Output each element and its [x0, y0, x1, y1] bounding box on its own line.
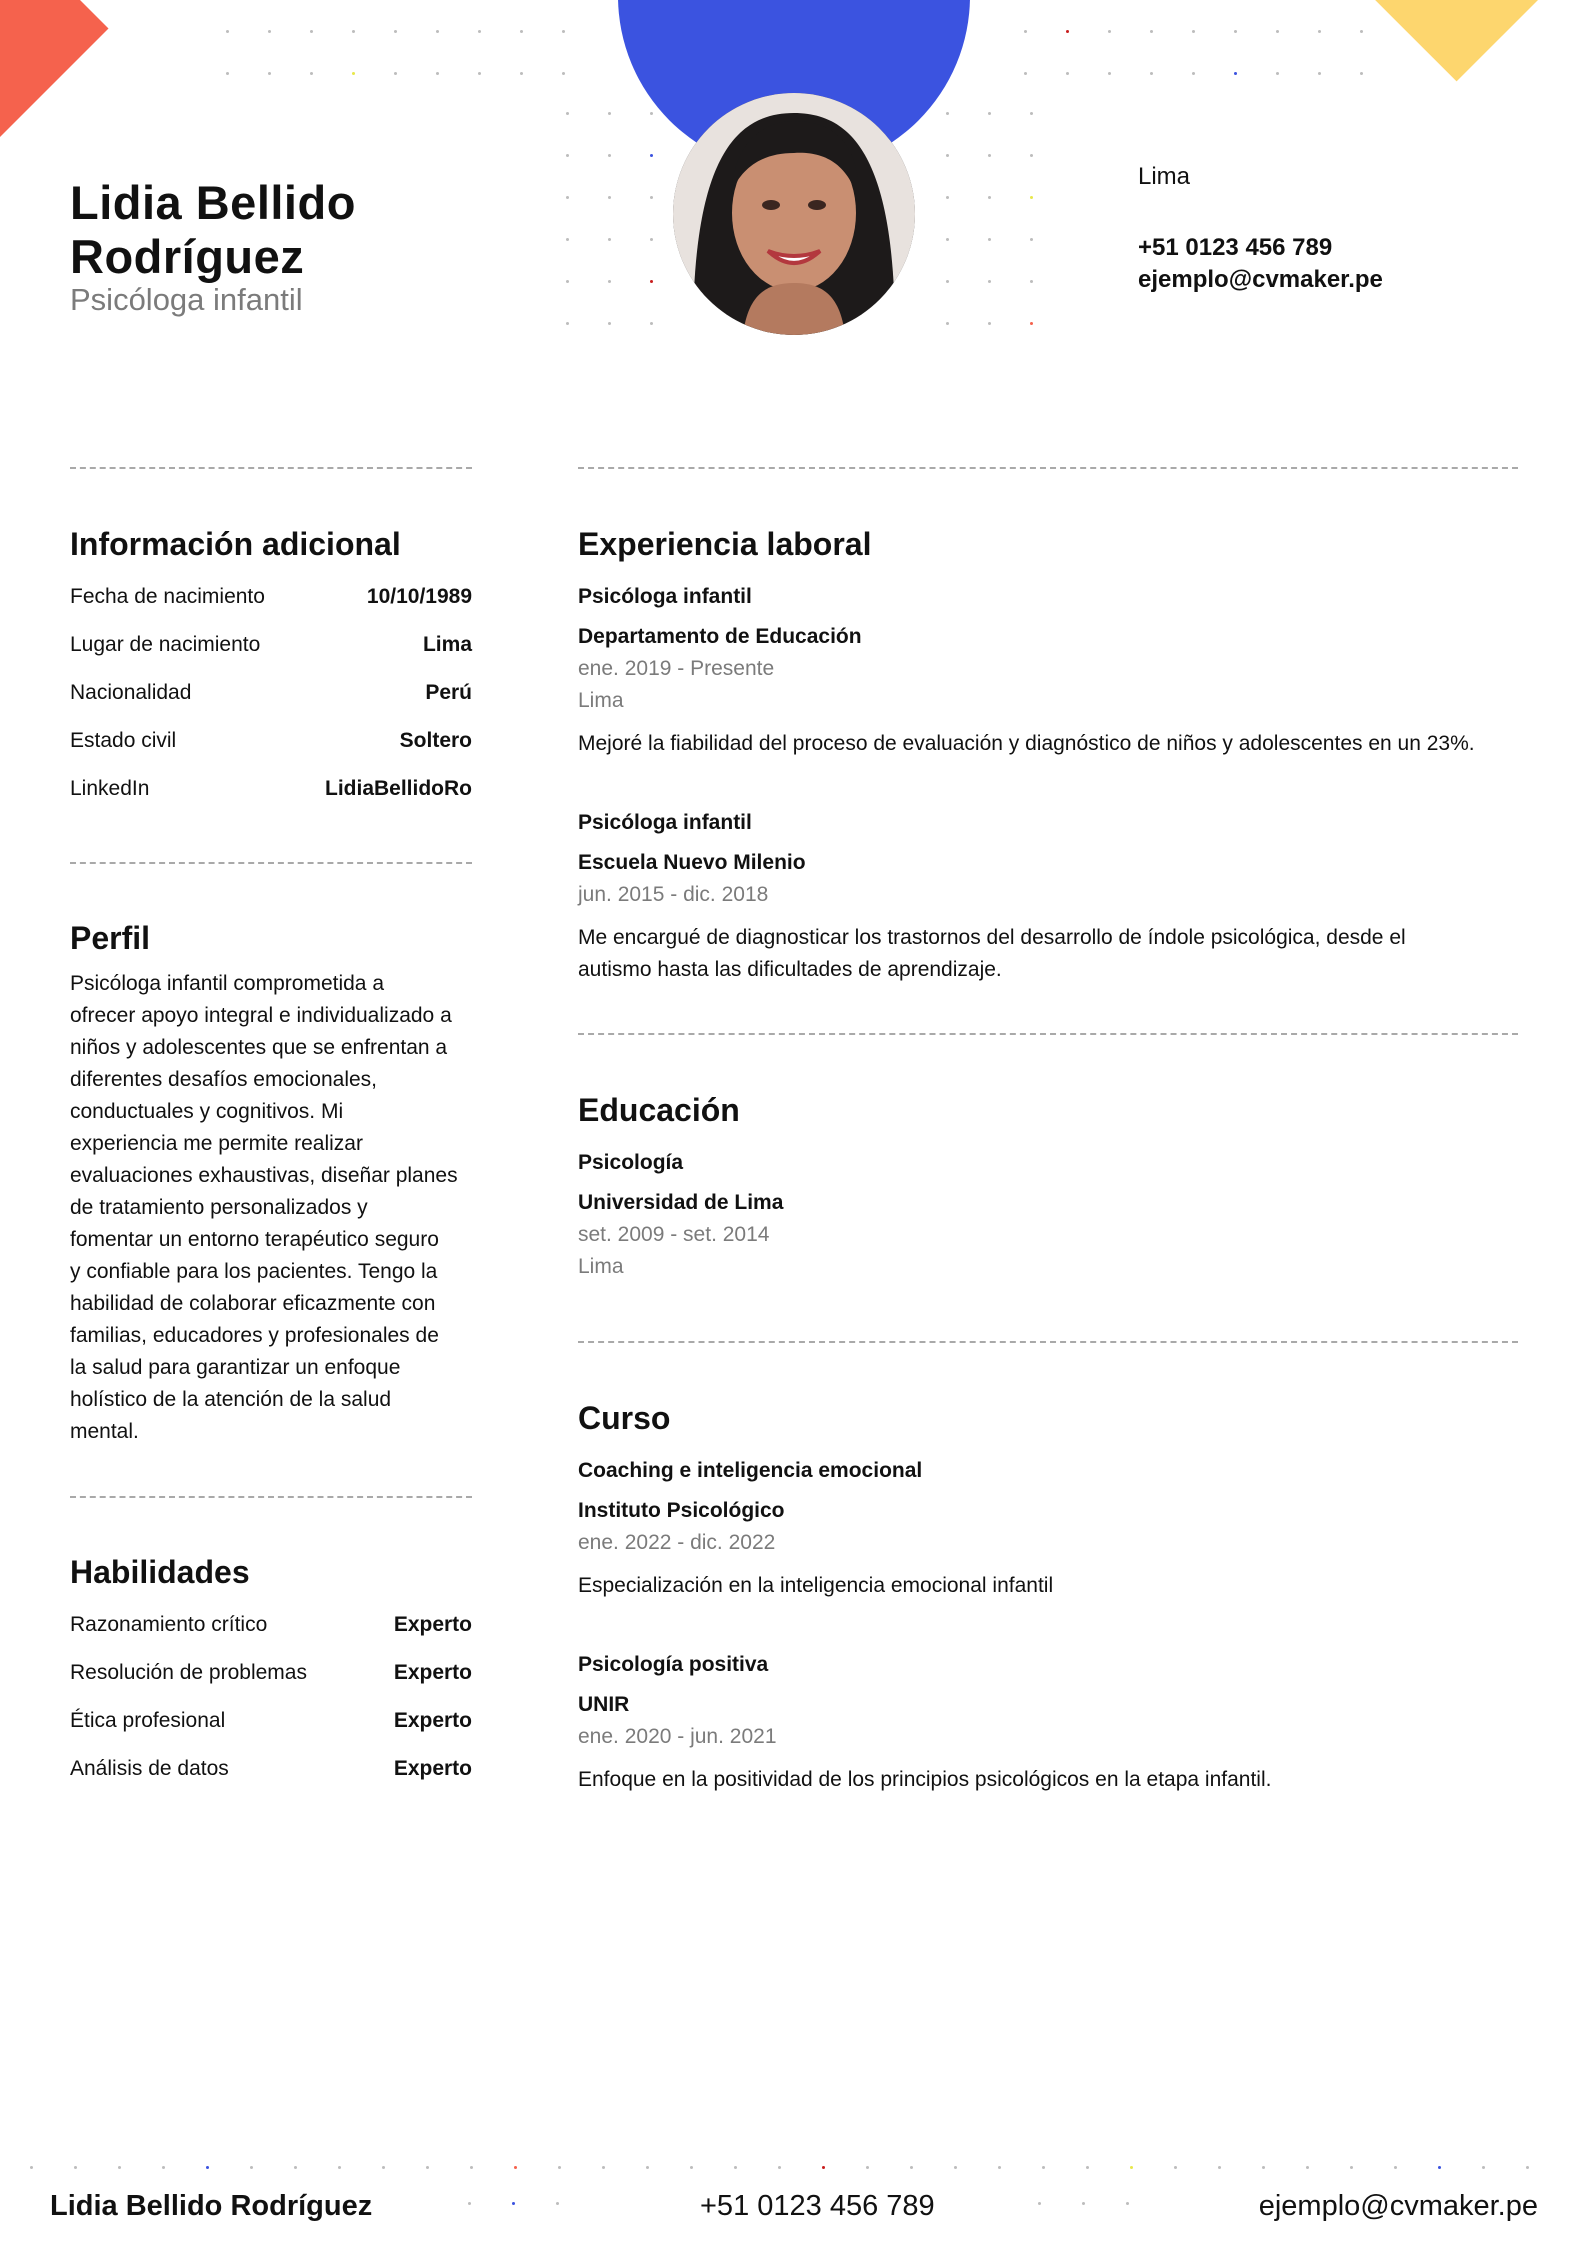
skill-level: Experto — [393, 1757, 472, 1780]
candidate-name — [70, 176, 356, 284]
decorative-dot — [866, 2166, 869, 2169]
decorative-dot — [608, 154, 611, 157]
info-row — [70, 777, 472, 801]
skill-level: Experto — [393, 1709, 472, 1732]
education-place: Lima — [578, 1255, 624, 1278]
experience-dates: ene. 2019 - Presente — [578, 657, 775, 680]
education-heading: Educación — [578, 1092, 740, 1128]
avatar-portrait-icon — [673, 93, 915, 335]
profile-line: familias, educadores y profesionales de — [70, 1324, 439, 1347]
decorative-dot — [998, 2166, 1001, 2169]
divider — [578, 1033, 1518, 1035]
course-name: Coaching e inteligencia emocional — [578, 1459, 923, 1482]
course-institution: UNIR — [578, 1693, 630, 1716]
profile-line: mental. — [70, 1420, 139, 1443]
decorative-dot — [566, 238, 569, 241]
footer-email[interactable]: ejemplo@cvmaker.pe — [1258, 2190, 1538, 2222]
decorative-dot — [954, 2166, 957, 2169]
info-row — [70, 585, 472, 609]
decorative-dot — [268, 30, 271, 33]
decorative-dot — [988, 154, 991, 157]
divider — [578, 467, 1518, 469]
divider — [70, 1496, 472, 1498]
info-value: Perú — [425, 681, 472, 704]
footer-name: Lidia Bellido Rodríguez — [50, 2190, 373, 2222]
education-dates: set. 2009 - set. 2014 — [578, 1223, 770, 1246]
decorative-dot — [1030, 154, 1033, 157]
decorative-dot — [650, 112, 653, 115]
decorative-dot — [988, 238, 991, 241]
skill-row — [70, 1613, 472, 1637]
info-value[interactable]: LidiaBellidoRo — [325, 777, 472, 800]
decorative-dot — [566, 196, 569, 199]
decorative-dot — [988, 322, 991, 325]
decorative-dot — [988, 112, 991, 115]
decorative-dot — [562, 72, 565, 75]
skill-level: Experto — [393, 1613, 472, 1636]
education-degree: Psicología — [578, 1151, 684, 1174]
profile-line: evaluaciones exhaustivas, diseñar planes — [70, 1164, 458, 1187]
course-name: Psicología positiva — [578, 1653, 769, 1676]
experience-dates: jun. 2015 - dic. 2018 — [578, 883, 769, 906]
decorative-dot — [1482, 2166, 1485, 2169]
contact-city: Lima — [1138, 163, 1191, 190]
decorative-dot — [1350, 2166, 1353, 2169]
profile-line: holístico de la atención de la salud — [70, 1388, 392, 1411]
info-row — [70, 633, 472, 657]
experience-org: Departamento de Educación — [578, 625, 862, 648]
decorative-dot — [512, 2202, 515, 2205]
profile-line: fomentar un entorno terapéutico seguro — [70, 1228, 439, 1251]
decorative-dot — [1108, 30, 1111, 33]
profile-line: habilidad de colaborar eficazmente con — [70, 1292, 436, 1315]
courses-heading: Curso — [578, 1400, 671, 1436]
decorative-dot — [1394, 2166, 1397, 2169]
skill-label: Análisis de datos — [70, 1757, 229, 1780]
decorative-dot — [608, 238, 611, 241]
divider — [70, 862, 472, 864]
experience-org: Escuela Nuevo Milenio — [578, 851, 806, 874]
profile-line: la salud para garantizar un enfoque — [70, 1356, 401, 1379]
profile-photo — [673, 93, 915, 335]
decorative-dot — [478, 72, 481, 75]
decorative-dot — [226, 72, 229, 75]
decorative-dot — [734, 2166, 737, 2169]
decorative-dot — [1038, 2202, 1041, 2205]
decorative-dot — [646, 2166, 649, 2169]
decorative-dot — [294, 2166, 297, 2169]
decorative-dot — [946, 154, 949, 157]
experience-heading: Experiencia laboral — [578, 526, 872, 562]
decorative-dot — [1262, 2166, 1265, 2169]
decorative-dot — [1150, 30, 1153, 33]
decorative-dot — [1082, 2202, 1085, 2205]
decorative-dot — [1526, 2166, 1529, 2169]
description-line: autismo hasta las dificultades de aprendizaje. — [578, 958, 1002, 981]
experience-description — [578, 922, 1528, 986]
name-line-2: Rodríguez — [70, 230, 305, 283]
decorative-dot — [946, 238, 949, 241]
skill-label: Razonamiento crítico — [70, 1613, 268, 1636]
decorative-dot — [1360, 72, 1363, 75]
decorative-dot — [470, 2166, 473, 2169]
decorative-dot — [436, 30, 439, 33]
decorative-dot — [310, 72, 313, 75]
profile-line: de tratamiento personalizados y — [70, 1196, 368, 1219]
decorative-dot — [1234, 30, 1237, 33]
decorative-dot — [1318, 72, 1321, 75]
decorative-dot — [650, 196, 653, 199]
decorative-dot — [1126, 2202, 1129, 2205]
decorative-dot — [608, 322, 611, 325]
profile-line: y confiable para los pacientes. Tengo la — [70, 1260, 438, 1283]
decorative-dot — [1030, 196, 1033, 199]
decorative-dot — [1276, 72, 1279, 75]
footer-phone[interactable]: +51 0123 456 789 — [700, 2190, 935, 2222]
profile-line: diferentes desafíos emocionales, — [70, 1068, 378, 1091]
decorative-dot — [608, 196, 611, 199]
decorative-dot — [30, 2166, 33, 2169]
experience-role: Psicóloga infantil — [578, 585, 752, 608]
contact-phone[interactable]: +51 0123 456 789 — [1138, 234, 1333, 261]
decorative-dot — [520, 72, 523, 75]
decorative-dot — [338, 2166, 341, 2169]
decorative-dot — [946, 196, 949, 199]
decorative-dot — [1024, 72, 1027, 75]
decorative-dot — [608, 112, 611, 115]
skill-level: Experto — [393, 1661, 472, 1684]
decorative-dot — [226, 30, 229, 33]
info-label: Estado civil — [70, 729, 177, 752]
name-line-1: Lidia Bellido — [70, 176, 356, 229]
info-label: LinkedIn — [70, 777, 150, 800]
course-description: Especialización en la inteligencia emocional infantil — [578, 1574, 1054, 1597]
decorative-dot — [566, 154, 569, 157]
decorative-dot — [946, 280, 949, 283]
decorative-dot — [1130, 2166, 1133, 2169]
decorative-dot — [946, 322, 949, 325]
description-line: Me encargué de diagnosticar los trastornos del desarrollo de índole psicológica, desde el — [578, 926, 1406, 949]
decorative-dot — [1030, 238, 1033, 241]
experience-place: Lima — [578, 689, 624, 712]
decorative-dot — [1192, 72, 1195, 75]
decorative-dot — [394, 72, 397, 75]
decorative-dot — [690, 2166, 693, 2169]
decorative-dot — [1174, 2166, 1177, 2169]
course-dates: ene. 2022 - dic. 2022 — [578, 1531, 776, 1554]
decorative-dot — [1108, 72, 1111, 75]
info-heading: Información adicional — [70, 526, 401, 562]
skill-row — [70, 1661, 472, 1685]
course-description: Enfoque en la positividad de los principios psicológicos en la etapa infantil. — [578, 1768, 1272, 1791]
info-value: Soltero — [399, 729, 472, 752]
decorative-dot — [1150, 72, 1153, 75]
decorative-dot — [382, 2166, 385, 2169]
profile-line: conductuales y cognitivos. Mi — [70, 1100, 344, 1123]
decorative-dot — [206, 2166, 209, 2169]
skill-row — [70, 1709, 472, 1733]
profile-line: ofrecer apoyo integral e individualizado a — [70, 1004, 452, 1027]
contact-email[interactable]: ejemplo@cvmaker.pe — [1138, 266, 1383, 293]
course-institution: Instituto Psicológico — [578, 1499, 785, 1522]
decorative-dot — [822, 2166, 825, 2169]
decorative-dot — [566, 112, 569, 115]
decorative-dot — [426, 2166, 429, 2169]
profile-text — [70, 968, 480, 1448]
decorative-dot — [1276, 30, 1279, 33]
decorative-dot — [268, 72, 271, 75]
course-dates: ene. 2020 - jun. 2021 — [578, 1725, 777, 1748]
decorative-dot — [988, 196, 991, 199]
profile-line: experiencia me permite realizar — [70, 1132, 363, 1155]
profile-line: Psicóloga infantil comprometida a — [70, 972, 384, 995]
decorative-dot — [1218, 2166, 1221, 2169]
decorative-dot — [74, 2166, 77, 2169]
decorative-dot — [1024, 30, 1027, 33]
decorative-dot — [778, 2166, 781, 2169]
skill-label: Resolución de problemas — [70, 1661, 307, 1684]
decorative-dot — [566, 322, 569, 325]
decorative-dot — [1066, 30, 1069, 33]
divider — [578, 1341, 1518, 1343]
profile-heading: Perfil — [70, 920, 151, 956]
decorative-dot — [988, 280, 991, 283]
info-row — [70, 681, 472, 705]
job-title: Psicóloga infantil — [70, 282, 303, 317]
decorative-dot — [1066, 72, 1069, 75]
decorative-dot — [1030, 112, 1033, 115]
decorative-dot — [556, 2202, 559, 2205]
decorative-dot — [1234, 72, 1237, 75]
decorative-dot — [352, 30, 355, 33]
decorative-dot — [514, 2166, 517, 2169]
decorative-dot — [310, 30, 313, 33]
decorative-dot — [946, 112, 949, 115]
divider — [70, 467, 472, 469]
info-label: Lugar de nacimiento — [70, 633, 261, 656]
decorative-dot — [118, 2166, 121, 2169]
decorative-dot — [608, 280, 611, 283]
decorative-dot — [1030, 322, 1033, 325]
decorative-dot — [1306, 2166, 1309, 2169]
decorative-dot — [566, 280, 569, 283]
info-value: 10/10/1989 — [366, 585, 472, 608]
decorative-dot — [650, 322, 653, 325]
skill-label: Ética profesional — [70, 1709, 226, 1732]
decorative-dot — [910, 2166, 913, 2169]
decorative-dot — [1438, 2166, 1441, 2169]
decorative-dot — [602, 2166, 605, 2169]
education-school: Universidad de Lima — [578, 1191, 784, 1214]
decorative-dot — [1030, 280, 1033, 283]
info-label: Nacionalidad — [70, 681, 192, 704]
experience-description: Mejoré la fiabilidad del proceso de evaluación y diagnóstico de niños y adolescentes en un 23%. — [578, 732, 1475, 755]
decorative-dot — [250, 2166, 253, 2169]
decorative-dot — [1318, 30, 1321, 33]
profile-line: niños y adolescentes que se enfrentan a — [70, 1036, 448, 1059]
decorative-dot — [1360, 30, 1363, 33]
decorative-dot — [562, 30, 565, 33]
decorative-dot — [394, 30, 397, 33]
decorative-dot — [1042, 2166, 1045, 2169]
decorative-dot — [520, 30, 523, 33]
decorative-dot — [650, 154, 653, 157]
decorative-dot — [1192, 30, 1195, 33]
decorative-dot — [352, 72, 355, 75]
decorative-dot — [162, 2166, 165, 2169]
decorative-dot — [650, 238, 653, 241]
info-label: Fecha de nacimiento — [70, 585, 265, 608]
decorative-dot — [558, 2166, 561, 2169]
decorative-dot — [468, 2202, 471, 2205]
decorative-dot — [650, 280, 653, 283]
decorative-dot — [436, 72, 439, 75]
info-value: Lima — [422, 633, 472, 656]
decorative-dot — [478, 30, 481, 33]
decorative-dot — [1086, 2166, 1089, 2169]
skill-row — [70, 1757, 472, 1781]
info-row — [70, 729, 472, 753]
skills-heading: Habilidades — [70, 1554, 250, 1590]
experience-role: Psicóloga infantil — [578, 811, 752, 834]
